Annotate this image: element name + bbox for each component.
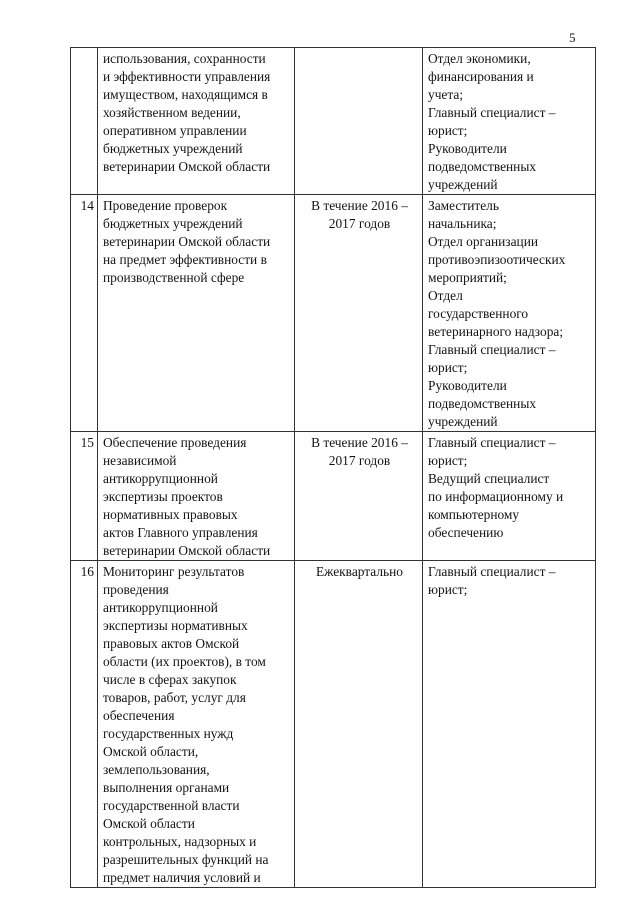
action-cell <box>98 195 295 432</box>
action-line: ветеринарии Омской области <box>103 159 271 174</box>
responsible-line: ветеринарного надзора; <box>428 324 564 339</box>
action-line: проведения <box>103 582 169 597</box>
responsible-line: Заместитель <box>428 198 499 213</box>
responsible-line: Главный специалист – <box>428 564 556 579</box>
action-line: использования, сохранности <box>103 51 266 66</box>
responsible-line: Ведущий специалист <box>428 471 550 486</box>
action-line: ветеринарии Омской области <box>103 543 271 558</box>
action-line: независимой <box>103 453 177 468</box>
action-line: числе в сферах закупок <box>103 672 237 687</box>
row-number: 16 <box>71 561 98 888</box>
responsible-cell <box>423 195 596 432</box>
action-line: Омской области <box>103 816 195 831</box>
action-line: землепользования, <box>103 762 210 777</box>
responsible-line: противоэпизоотических <box>428 252 566 267</box>
action-line: разрешительных функций на <box>103 852 269 867</box>
action-line: экспертизы нормативных <box>103 618 248 633</box>
action-cell <box>98 48 295 195</box>
responsible-line: государственного <box>428 306 529 321</box>
responsible-line: Главный специалист – <box>428 105 556 120</box>
action-line: правовых актов Омской <box>103 636 240 651</box>
action-line: Мониторинг результатов <box>103 564 245 579</box>
action-line: контрольных, надзорных и <box>103 834 257 849</box>
action-line: антикоррупционной <box>103 471 218 486</box>
responsible-line: Главный специалист – <box>428 342 556 357</box>
term-cell <box>295 48 423 195</box>
action-line: ветеринарии Омской области <box>103 234 271 249</box>
responsible-line: юрист; <box>428 123 468 138</box>
measures-table <box>70 47 596 888</box>
action-line: нормативных правовых <box>103 507 238 522</box>
responsible-line: юрист; <box>428 453 468 468</box>
action-line: оперативном управлении <box>103 123 247 138</box>
term-cell <box>295 561 423 888</box>
responsible-line: учреждений <box>428 177 498 192</box>
action-line: государственной власти <box>103 798 240 813</box>
responsible-line: подведомственных <box>428 159 537 174</box>
action-line: товаров, работ, услуг для <box>103 690 246 705</box>
action-line: бюджетных учреждений <box>103 216 243 231</box>
action-line: обеспечения <box>103 708 175 723</box>
responsible-line: начальника; <box>428 216 497 231</box>
responsible-line: компьютерному <box>428 507 520 522</box>
table-row <box>71 432 596 561</box>
action-line: хозяйственном ведении, <box>103 105 241 120</box>
action-line: предмет наличия условий и <box>103 870 261 885</box>
action-line: выполнения органами <box>103 780 230 795</box>
responsible-line: финансирования и <box>428 69 534 84</box>
responsible-line: Руководители <box>428 378 507 393</box>
term-cell <box>295 432 423 561</box>
row-number: 14 <box>71 195 98 432</box>
action-line: государственных нужд <box>103 726 234 741</box>
responsible-line: учреждений <box>428 414 498 429</box>
responsible-line: подведомственных <box>428 396 537 411</box>
term-line: В течение 2016 – <box>311 198 408 213</box>
responsible-cell <box>423 432 596 561</box>
responsible-cell <box>423 561 596 888</box>
action-line: антикоррупционной <box>103 600 218 615</box>
table-row <box>71 195 596 432</box>
action-cell <box>98 432 295 561</box>
responsible-line: мероприятий; <box>428 270 507 285</box>
table-row <box>71 48 596 195</box>
responsible-line: Отдел экономики, <box>428 51 531 66</box>
table-row <box>71 561 596 888</box>
responsible-line: учета; <box>428 87 464 102</box>
action-line: актов Главного управления <box>103 525 258 540</box>
action-line: имуществом, находящимся в <box>103 87 268 102</box>
term-line: Ежеквартально <box>315 564 404 579</box>
responsible-line: по информационному и <box>428 489 564 504</box>
action-line: Обеспечение проведения <box>103 435 247 450</box>
action-line: области (их проектов), в том <box>103 654 266 669</box>
responsible-line: обеспечению <box>428 525 504 540</box>
action-line: на предмет эффективности в <box>103 252 267 267</box>
term-line: В течение 2016 – <box>311 435 408 450</box>
page-number: 5 <box>569 30 576 45</box>
row-number: 15 <box>71 432 98 561</box>
term-line: 2017 годов <box>328 216 391 231</box>
responsible-line: Отдел <box>428 288 463 303</box>
action-line: Омской области, <box>103 744 199 759</box>
responsible-cell <box>423 48 596 195</box>
action-line: и эффективности управления <box>103 69 271 84</box>
responsible-line: юрист; <box>428 582 468 597</box>
row-number <box>71 48 98 195</box>
responsible-line: Главный специалист – <box>428 435 556 450</box>
term-cell <box>295 195 423 432</box>
responsible-line: юрист; <box>428 360 468 375</box>
responsible-line: Отдел организации <box>428 234 539 249</box>
action-cell <box>98 561 295 888</box>
term-line: 2017 годов <box>328 453 391 468</box>
action-line: производственной сфере <box>103 270 245 285</box>
responsible-line: Руководители <box>428 141 507 156</box>
action-line: бюджетных учреждений <box>103 141 243 156</box>
action-line: Проведение проверок <box>103 198 228 213</box>
action-line: экспертизы проектов <box>103 489 223 504</box>
